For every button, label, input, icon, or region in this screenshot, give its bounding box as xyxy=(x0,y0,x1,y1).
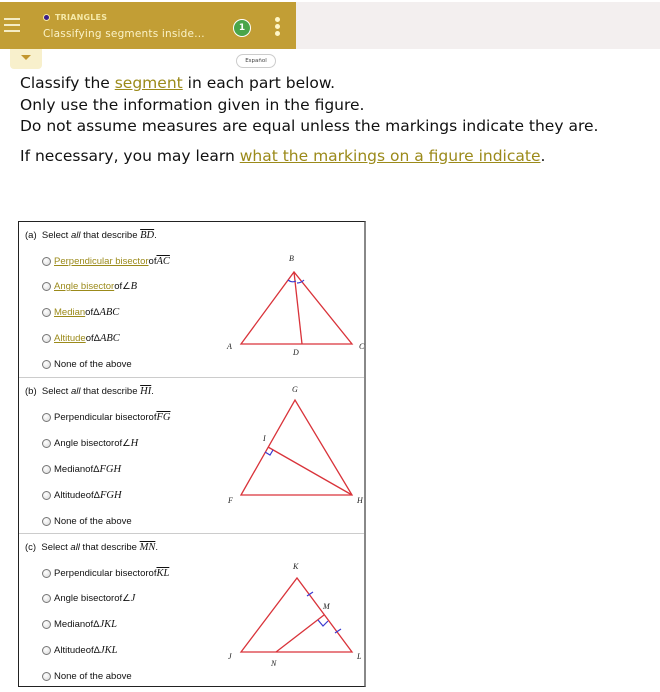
instruction-line-2: Only use the information given in the figure. xyxy=(20,95,365,114)
text: of xyxy=(148,412,157,423)
markings-help-link[interactable]: what the markings on a figure indicate xyxy=(239,146,541,165)
triangle-fgh-figure xyxy=(219,378,365,534)
instructions xyxy=(20,73,598,167)
text: If necessary, you may learn xyxy=(20,146,240,165)
text: Angle bisector xyxy=(54,438,115,449)
option-angle-bisector[interactable] xyxy=(42,593,135,604)
instruction-line-3: Do not assume measures are equal unless the markings indicate they are. xyxy=(20,117,599,135)
math: B xyxy=(130,281,138,292)
angle-symbol: ∠ xyxy=(122,438,131,449)
text: of xyxy=(85,619,94,630)
progress-badge[interactable]: 1 xyxy=(233,19,251,37)
radio-button[interactable] xyxy=(42,620,51,629)
math: $\overline{FG}$ xyxy=(156,412,171,423)
topic-breadcrumb xyxy=(43,13,107,22)
math: JKL xyxy=(99,645,118,656)
triangle-jkl-figure xyxy=(219,534,365,689)
radio-button[interactable] xyxy=(42,334,51,343)
vertex-k: K xyxy=(293,562,299,571)
text: Angle bisector xyxy=(54,593,115,604)
option-altitude[interactable] xyxy=(42,645,118,656)
lesson-title: Classifying segments inside... xyxy=(43,28,205,40)
radio-button[interactable] xyxy=(42,282,51,291)
text: of xyxy=(114,281,123,292)
radio-button[interactable] xyxy=(42,308,51,317)
segment-label: $\overline{HI}$ xyxy=(140,386,152,397)
vertex-h: H xyxy=(357,496,363,505)
segment-label: $\overline{MN}$ xyxy=(139,542,156,553)
radio-button[interactable] xyxy=(42,439,51,448)
math: FGH xyxy=(99,490,122,501)
language-toggle-button[interactable]: Español xyxy=(236,54,276,68)
text: Select xyxy=(41,386,71,397)
angle-symbol: ∠ xyxy=(122,281,131,292)
vertex-d: D xyxy=(293,348,299,357)
text: Classify the xyxy=(20,74,115,92)
math: $\overline{KL}$ xyxy=(156,568,170,579)
option-perpendicular-bisector[interactable] xyxy=(42,256,170,267)
part-a-prompt: (a) Select all that describe $\overline{BD}$. xyxy=(25,230,157,241)
segment-link[interactable]: segment xyxy=(114,74,183,92)
option-altitude[interactable] xyxy=(42,333,120,344)
option-median[interactable] xyxy=(42,464,121,475)
vertex-c: C xyxy=(359,342,365,351)
radio-button[interactable] xyxy=(42,594,51,603)
radio-button[interactable] xyxy=(42,646,51,655)
part-label: (c) xyxy=(25,542,37,553)
menu-icon[interactable] xyxy=(4,18,20,32)
triangle-symbol: Δ xyxy=(93,490,100,501)
triangle-abc-figure xyxy=(219,222,365,377)
math: J xyxy=(130,593,136,604)
text: Median xyxy=(54,619,86,630)
vertex-i: I xyxy=(263,434,266,443)
breadcrumb-label: TRIANGLES xyxy=(55,13,108,22)
text: of xyxy=(114,438,123,449)
text: of xyxy=(85,645,94,656)
triangle-symbol: Δ xyxy=(93,333,100,344)
text: all xyxy=(70,542,80,553)
option-median[interactable] xyxy=(42,619,117,630)
option-angle-bisector[interactable] xyxy=(42,438,138,449)
part-b xyxy=(19,377,364,533)
text: Perpendicular bisector xyxy=(54,568,149,579)
math: FGH xyxy=(99,464,122,475)
triangle-symbol: Δ xyxy=(93,464,100,475)
radio-button[interactable] xyxy=(42,413,51,422)
text: all xyxy=(70,386,81,397)
vertex-n: N xyxy=(271,659,277,668)
text: all xyxy=(70,230,81,241)
text: in each part below. xyxy=(182,74,336,92)
radio-button[interactable] xyxy=(42,491,51,500)
vertex-a: A xyxy=(227,342,232,351)
expand-dropdown-button[interactable] xyxy=(10,49,42,69)
median-link[interactable]: Median xyxy=(54,307,86,318)
text: of xyxy=(85,464,94,475)
more-options-icon[interactable] xyxy=(275,17,281,37)
text: that describe xyxy=(79,542,140,553)
text: Altitude xyxy=(54,645,86,656)
text: Altitude xyxy=(54,490,86,501)
option-none[interactable] xyxy=(42,671,132,682)
math: $\overline{AC}$ xyxy=(156,256,170,267)
text: Perpendicular bisector xyxy=(54,412,149,423)
part-label: (a) xyxy=(25,230,37,241)
option-perpendicular-bisector[interactable] xyxy=(42,412,170,423)
text: of xyxy=(148,568,157,579)
text: of xyxy=(148,256,157,267)
triangle-symbol: Δ xyxy=(93,619,100,630)
text: Select xyxy=(41,542,71,553)
part-c xyxy=(19,533,364,688)
radio-button[interactable] xyxy=(42,517,51,526)
perpendicular-bisector-link[interactable]: Perpendicular bisector xyxy=(54,256,149,267)
part-a xyxy=(19,222,364,377)
instruction-line-4 xyxy=(20,146,598,168)
vertex-m: M xyxy=(323,602,330,611)
chevron-down-icon xyxy=(21,55,31,60)
math: ABC xyxy=(99,307,120,318)
option-none[interactable] xyxy=(42,359,132,370)
text: Select xyxy=(41,230,71,241)
text: None of the above xyxy=(54,359,132,370)
text: of xyxy=(85,490,94,501)
topic-dot-icon xyxy=(43,14,50,21)
option-none[interactable] xyxy=(42,516,132,527)
radio-button[interactable] xyxy=(42,257,51,266)
vertex-b: B xyxy=(289,254,294,263)
part-b-prompt: (b) Select all that describe $\overline{HI}$. xyxy=(25,386,154,397)
instruction-line-1 xyxy=(20,73,598,95)
text: None of the above xyxy=(54,516,132,527)
triangle-symbol: Δ xyxy=(93,307,100,318)
option-angle-bisector[interactable] xyxy=(42,281,137,292)
text: that describe xyxy=(80,386,141,397)
text: . xyxy=(540,146,546,165)
text: None of the above xyxy=(54,671,132,682)
vertex-g: G xyxy=(292,385,298,394)
text: of xyxy=(85,307,94,318)
angle-bisector-link[interactable]: Angle bisector xyxy=(54,281,115,292)
radio-button[interactable] xyxy=(42,672,51,681)
part-label: (b) xyxy=(25,386,37,397)
radio-button[interactable] xyxy=(42,569,51,578)
vertex-l: L xyxy=(357,652,362,661)
triangle-symbol: Δ xyxy=(93,645,100,656)
math: ABC xyxy=(99,333,120,344)
math: H xyxy=(130,438,139,449)
text: of xyxy=(85,333,94,344)
text: Median xyxy=(54,464,86,475)
vertex-f: F xyxy=(228,496,233,505)
segment-label: $\overline{BD}$ xyxy=(140,230,155,241)
option-perpendicular-bisector[interactable] xyxy=(42,568,169,579)
radio-button[interactable] xyxy=(42,465,51,474)
vertex-j: J xyxy=(228,652,232,661)
topic-header xyxy=(0,2,296,49)
altitude-link[interactable]: Altitude xyxy=(54,333,86,344)
option-median[interactable] xyxy=(42,307,119,318)
problems-panel xyxy=(18,221,366,687)
option-altitude[interactable] xyxy=(42,490,122,501)
text: that describe xyxy=(80,230,141,241)
text: of xyxy=(114,593,123,604)
math: JKL xyxy=(99,619,117,630)
angle-symbol: ∠ xyxy=(122,593,131,604)
part-c-prompt: (c) Select all that describe $\overline{MN}$. xyxy=(25,542,158,553)
radio-button[interactable] xyxy=(42,360,51,369)
